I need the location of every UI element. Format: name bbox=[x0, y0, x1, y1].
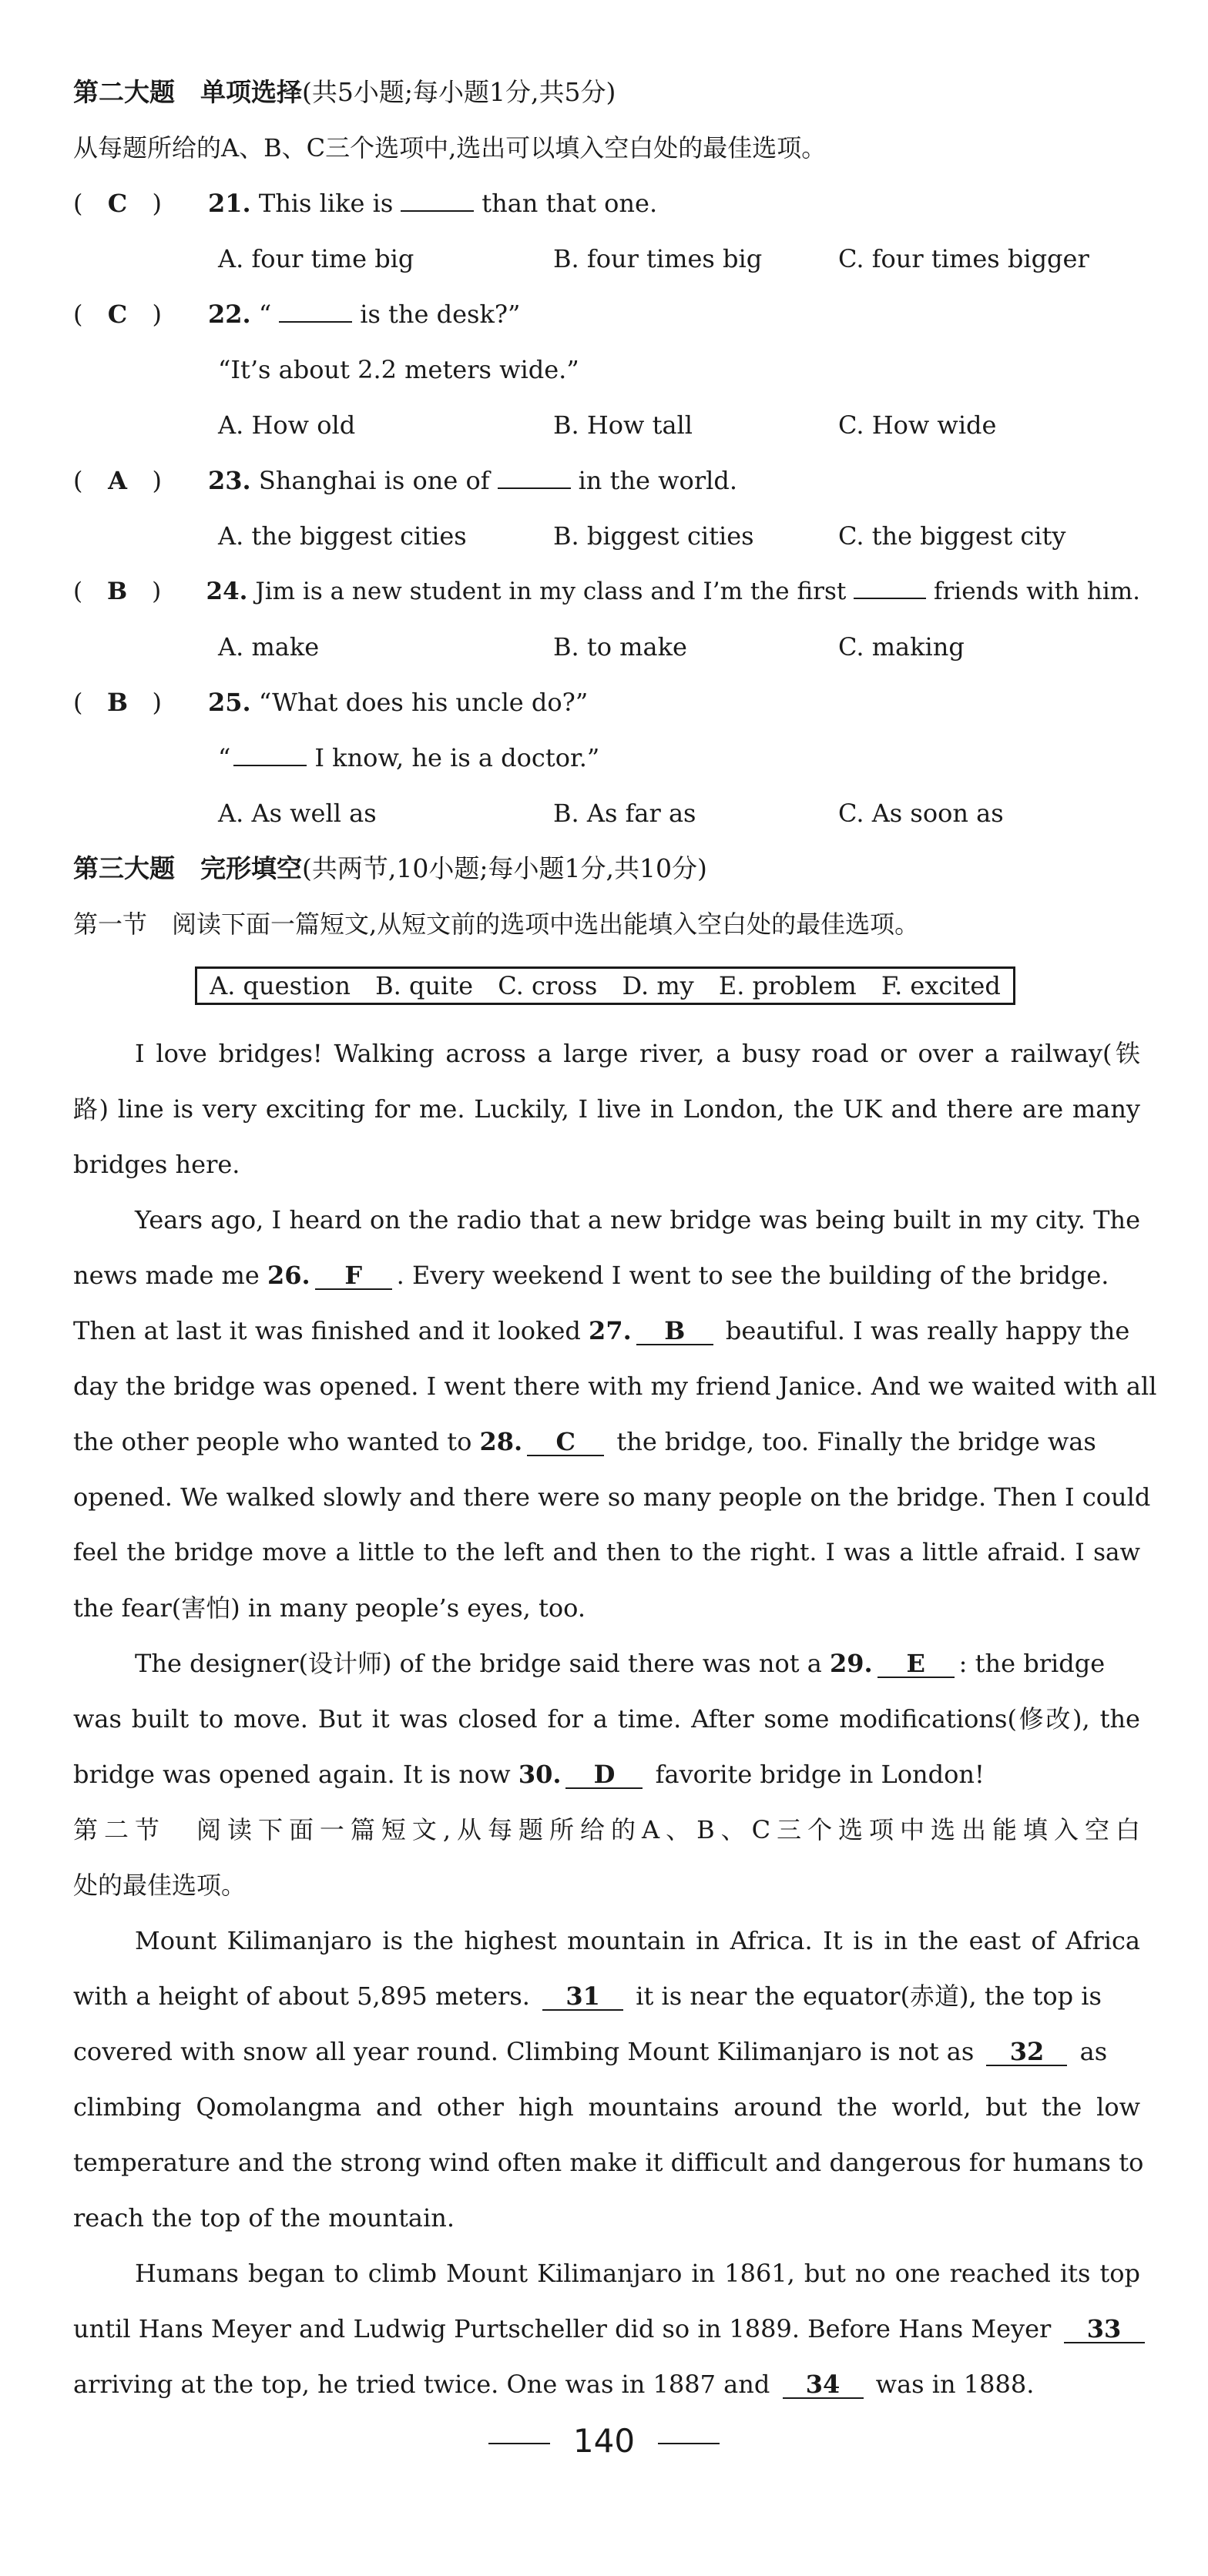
option-c: C. four times bigger bbox=[838, 244, 1089, 273]
page-number bbox=[0, 2422, 1208, 2460]
text: bridge was opened again. It is now bbox=[73, 1760, 511, 1789]
section2-title: 第二大题 单项选择 bbox=[73, 77, 302, 107]
word-option: E. problem bbox=[718, 971, 857, 1000]
question-number: 24. bbox=[206, 578, 248, 605]
blank-number-30: 30. bbox=[518, 1760, 562, 1789]
option-b: B. biggest cities bbox=[553, 521, 754, 551]
option-b: B. four times big bbox=[553, 244, 763, 273]
question-stem: Shanghai is one of bbox=[258, 466, 490, 495]
blank-number-26: 26. bbox=[267, 1261, 310, 1290]
answer-letter: A bbox=[108, 466, 127, 495]
question-23 bbox=[73, 465, 1140, 496]
text: : the bridge bbox=[958, 1649, 1106, 1678]
option-a: A. As well as bbox=[218, 799, 377, 828]
para1-line2: 路) line is very exciting for me. Luckily, I live in London, the UK and there are many bbox=[73, 1094, 1140, 1124]
question-stem: Jim is a new student in my class and I’m the first bbox=[255, 578, 847, 605]
answer-27: B bbox=[636, 1318, 713, 1345]
answer-paren: ( B ) bbox=[73, 688, 162, 717]
section2-note: (共5小题;每小题1分,共5分) bbox=[302, 77, 616, 107]
quote-open: “ bbox=[218, 743, 231, 772]
answer-paren: ( C ) bbox=[73, 300, 162, 329]
para2-line7: feel the bridge move a little to the left and then to the right. I was a little afraid. I saw bbox=[73, 1539, 1140, 1566]
para4-line3 bbox=[73, 2036, 1140, 2067]
word-option: A. question bbox=[210, 971, 351, 1000]
para2-line5 bbox=[73, 1426, 1140, 1457]
answer-paren: ( A ) bbox=[73, 466, 162, 495]
dash-right bbox=[658, 2443, 720, 2444]
para2-line8: the fear(害怕) in many people’s eyes, too. bbox=[73, 1593, 586, 1623]
section3-note: (共两节,10小题;每小题1分,共10分) bbox=[302, 853, 707, 883]
answer-paren: ( B ) bbox=[73, 578, 162, 605]
answer-letter: B bbox=[107, 578, 128, 605]
dash-left bbox=[488, 2443, 550, 2444]
option-c: C. making bbox=[838, 632, 965, 662]
text: . Every weekend I went to see the building of the bridge. bbox=[396, 1261, 1109, 1290]
para4-line6: reach the top of the mountain. bbox=[73, 2203, 455, 2233]
question-stem: “ bbox=[258, 300, 272, 329]
option-a: A. four time big bbox=[218, 244, 414, 273]
text: news made me bbox=[73, 1261, 260, 1290]
question-stem-end: is the desk?” bbox=[360, 300, 521, 329]
text: The designer(设计师) of the bridge said there was not a bbox=[135, 1649, 822, 1678]
part2-instruction-line2: 处的最佳选项。 bbox=[73, 1871, 247, 1900]
blank-32: 32 bbox=[986, 2038, 1067, 2066]
section3-title: 第三大题 完形填空 bbox=[73, 853, 302, 883]
question-22-line2: “It’s about 2.2 meters wide.” bbox=[218, 355, 579, 384]
text: the other people who wanted to bbox=[73, 1427, 472, 1456]
answer-blank bbox=[401, 189, 474, 212]
text: until Hans Meyer and Ludwig Purtscheller did so in 1889. Before Hans Meyer bbox=[73, 2314, 1052, 2343]
text: it is near the equator(赤道), the top is bbox=[636, 1981, 1102, 2011]
answer-blank bbox=[279, 300, 352, 323]
para4-line2 bbox=[73, 1981, 1140, 2012]
para4-line4: climbing Qomolangma and other high mountains around the world, but the low bbox=[73, 2092, 1140, 2122]
answer-blank bbox=[854, 576, 926, 599]
question-21 bbox=[73, 188, 1140, 219]
blank-number-29: 29. bbox=[830, 1649, 873, 1678]
section3-heading bbox=[73, 853, 1140, 884]
answer-letter: B bbox=[106, 688, 128, 717]
question-stem-end: friends with him. bbox=[934, 578, 1140, 605]
para2-line4: day the bridge was opened. I went there with my friend Janice. And we waited with all bbox=[73, 1372, 1157, 1401]
question-number: 23. bbox=[208, 466, 251, 495]
part2-instruction-line1: 第二节 阅读下面一篇短文,从每题所给的A、B、C三个选项中选出能填入空白 bbox=[73, 1815, 1140, 1844]
answer-blank bbox=[498, 466, 571, 489]
option-a: A. make bbox=[218, 632, 320, 662]
question-24 bbox=[73, 576, 1140, 607]
para3-line3 bbox=[73, 1759, 1140, 1790]
question-number: 25. bbox=[208, 688, 251, 717]
text: covered with snow all year round. Climbing Mount Kilimanjaro is not as bbox=[73, 2037, 975, 2066]
para3-line1 bbox=[135, 1648, 1140, 1679]
para2-line6: opened. We walked slowly and there were so many people on the bridge. Then I could bbox=[73, 1482, 1151, 1512]
text: Then at last it was finished and it looked bbox=[73, 1316, 581, 1345]
word-option: B. quite bbox=[375, 971, 474, 1000]
text: the bridge, too. Finally the bridge was bbox=[616, 1427, 1096, 1456]
text: favorite bridge in London! bbox=[655, 1760, 985, 1789]
option-b: B. How tall bbox=[553, 410, 693, 440]
answer-letter: C bbox=[107, 189, 128, 218]
question-number: 22. bbox=[208, 300, 251, 329]
para2-line3 bbox=[73, 1315, 1140, 1346]
question-number: 21. bbox=[208, 189, 251, 218]
blank-number-27: 27. bbox=[589, 1316, 632, 1345]
option-b: B. to make bbox=[553, 632, 687, 662]
text: as bbox=[1079, 2037, 1108, 2066]
text: was in 1888. bbox=[875, 2370, 1035, 2399]
question-stem-end: in the world. bbox=[578, 466, 737, 495]
text: arriving at the top, he tried twice. One was in 1887 and bbox=[73, 2370, 770, 2399]
answer-paren: ( C ) bbox=[73, 189, 162, 218]
para4-line1: Mount Kilimanjaro is the highest mountain in Africa. It is in the east of Africa bbox=[135, 1926, 1140, 1955]
para3-line2: was built to move. But it was closed for a time. After some modifications(修改), the bbox=[73, 1704, 1140, 1734]
option-a: A. the biggest cities bbox=[218, 521, 467, 551]
answer-30: D bbox=[565, 1761, 643, 1789]
para5-line2 bbox=[73, 2313, 1140, 2344]
para4-line5: temperature and the strong wind often make it difficult and dangerous for humans to bbox=[73, 2148, 1144, 2177]
answer-blank bbox=[233, 743, 307, 766]
question-25 bbox=[73, 687, 1140, 718]
part1-instruction: 第一节 阅读下面一篇短文,从短文前的选项中选出能填入空白处的最佳选项。 bbox=[73, 909, 920, 939]
word-option: F. excited bbox=[881, 971, 1001, 1000]
option-a: A. How old bbox=[218, 410, 356, 440]
blank-31: 31 bbox=[542, 1983, 623, 2011]
para5-line3 bbox=[73, 2369, 1140, 2400]
para5-line1: Humans began to climb Mount Kilimanjaro in 1861, but no one reached its top bbox=[135, 2259, 1140, 2288]
question-line2-text: I know, he is a doctor.” bbox=[314, 743, 600, 772]
blank-33: 33 bbox=[1064, 2316, 1145, 2343]
para1-line3: bridges here. bbox=[73, 1150, 240, 1179]
question-22 bbox=[73, 299, 1140, 330]
word-option: C. cross bbox=[498, 971, 598, 1000]
section2-instruction: 从每题所给的A、B、C三个选项中,选出可以填入空白处的最佳选项。 bbox=[73, 133, 827, 162]
option-c: C. How wide bbox=[838, 410, 997, 440]
question-stem-end: than that one. bbox=[482, 189, 658, 218]
answer-letter: C bbox=[107, 300, 128, 329]
para2-line1: Years ago, I heard on the radio that a new bridge was being built in my city. The bbox=[135, 1205, 1140, 1234]
answer-26: F bbox=[315, 1262, 392, 1290]
option-c: C. the biggest city bbox=[838, 521, 1066, 551]
option-b: B. As far as bbox=[553, 799, 696, 828]
question-stem: This like is bbox=[258, 189, 394, 218]
text: with a height of about 5,895 meters. bbox=[73, 1981, 530, 2011]
word-box bbox=[195, 966, 1015, 1005]
para1-line1: I love bridges! Walking across a large river, a busy road or over a railway(铁 bbox=[135, 1039, 1140, 1068]
option-c: C. As soon as bbox=[838, 799, 1004, 828]
answer-28: C bbox=[527, 1429, 604, 1456]
answer-29: E bbox=[877, 1650, 955, 1678]
question-stem: “What does his uncle do?” bbox=[258, 688, 589, 717]
para2-line2 bbox=[73, 1260, 1140, 1291]
page-number-text: 140 bbox=[572, 2422, 636, 2460]
text: beautiful. I was really happy the bbox=[725, 1316, 1130, 1345]
blank-34: 34 bbox=[783, 2371, 864, 2399]
section2-heading bbox=[73, 77, 1140, 108]
word-option: D. my bbox=[622, 971, 694, 1000]
question-25-line2 bbox=[218, 742, 1140, 773]
blank-number-28: 28. bbox=[479, 1427, 523, 1456]
